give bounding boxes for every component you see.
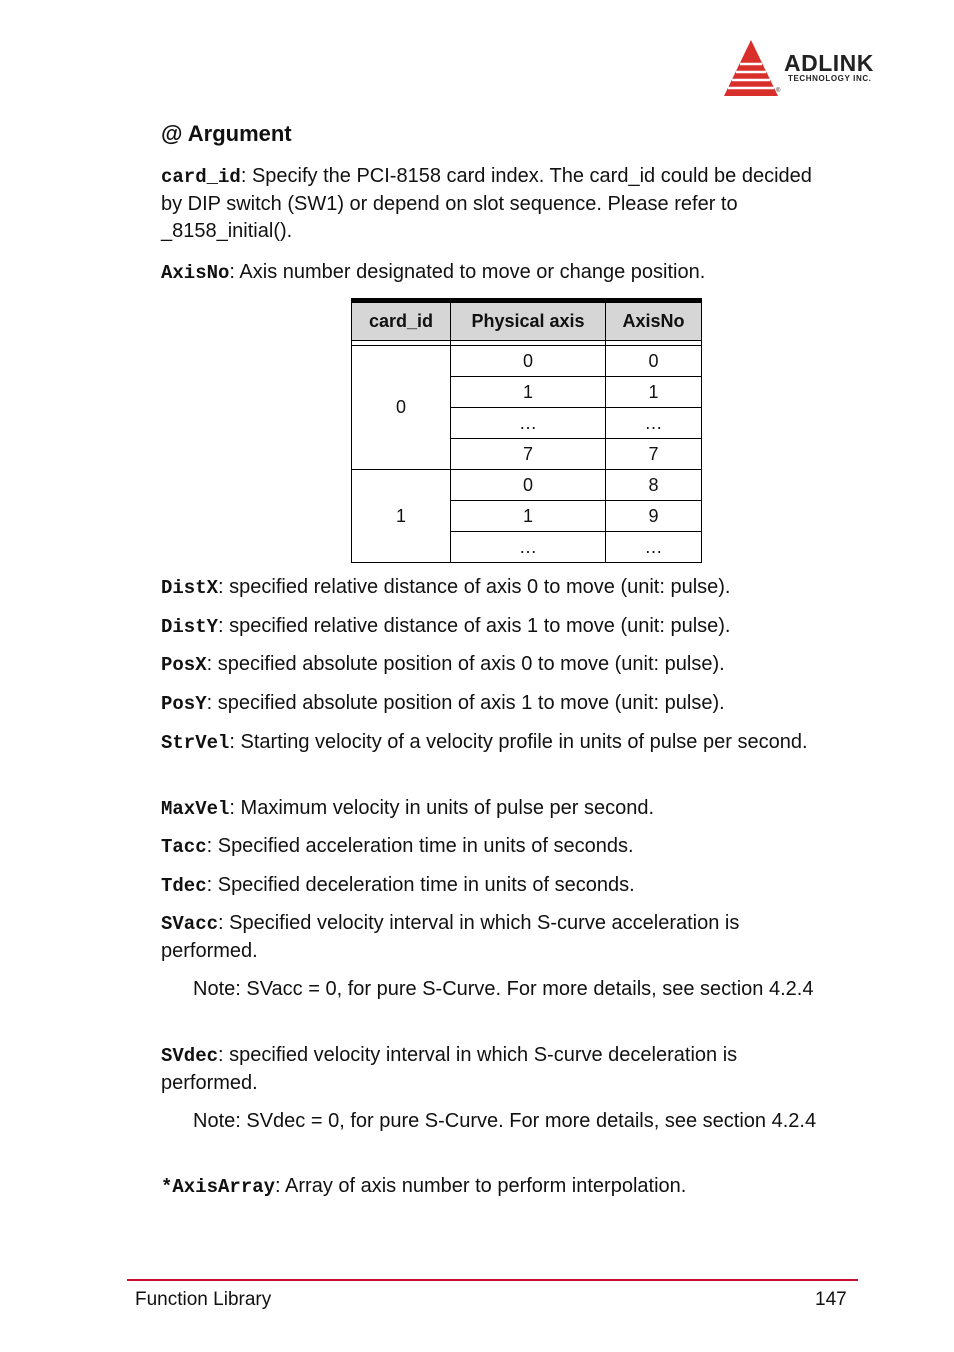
param-tdec: [161, 872, 824, 900]
param-desc: : Maximum velocity in units of pulse per second.: [229, 797, 655, 819]
param-axisno: [161, 259, 824, 287]
table-cell: …: [606, 532, 702, 563]
param-name: Tacc: [161, 836, 207, 858]
param-svacc: [161, 910, 824, 965]
param-name: *AxisArray: [161, 1176, 276, 1198]
param-desc: : specified velocity interval in which S-curve deceleration is performed.: [161, 1044, 738, 1094]
param-desc: : Array of axis number to perform interpolation.: [275, 1175, 687, 1197]
param-name: PosX: [161, 654, 207, 676]
param-name: AxisNo: [161, 262, 230, 284]
param-card-id: [161, 163, 824, 245]
table-row: [352, 346, 702, 377]
param-posy: [161, 690, 824, 718]
table-cell: 1: [451, 501, 606, 532]
table-header-row: [352, 301, 702, 341]
note-svdec: Note: SVdec = 0, for pure S-Curve. For more details, see section 4.2.4: [193, 1110, 817, 1132]
param-desc: : Specified velocity interval in which S-curve acceleration is performed.: [161, 912, 740, 962]
table-cell: 7: [606, 439, 702, 470]
param-name: Tdec: [161, 875, 207, 897]
table-cell: …: [451, 532, 606, 563]
table-cell: 1: [606, 377, 702, 408]
param-desc: : Specified acceleration time in units of seconds.: [206, 835, 634, 857]
param-svdec: [161, 1042, 824, 1097]
table-cell: 0: [451, 346, 606, 377]
table-cell: 1: [352, 470, 451, 563]
param-disty: [161, 613, 824, 641]
param-maxvel: [161, 795, 824, 823]
table-cell: …: [451, 408, 606, 439]
param-name: DistX: [161, 577, 219, 599]
param-tacc: [161, 833, 824, 861]
param-desc: : specified absolute position of axis 1 to move (unit: pulse).: [206, 692, 725, 714]
adlink-logo: [722, 38, 912, 100]
param-desc: : Axis number designated to move or change position.: [229, 261, 706, 283]
column-header: AxisNo: [606, 301, 702, 341]
table-cell: 7: [451, 439, 606, 470]
logo-registered: ®: [776, 88, 781, 94]
table-cell: 8: [606, 470, 702, 501]
table-cell: 0: [606, 346, 702, 377]
param-strvel: [161, 729, 824, 757]
table-cell: …: [606, 408, 702, 439]
table-cell: 9: [606, 501, 702, 532]
table-cell: 1: [451, 377, 606, 408]
footer-divider: [127, 1279, 858, 1281]
footer-section-name: Function Library: [135, 1289, 272, 1310]
table-row: [352, 470, 702, 501]
param-desc: : specified relative distance of axis 1 to move (unit: pulse).: [218, 615, 731, 637]
param-desc: : specified absolute position of axis 0 to move (unit: pulse).: [206, 653, 725, 675]
param-name: SVdec: [161, 1045, 219, 1067]
note-svacc: Note: SVacc = 0, for pure S-Curve. For more details, see section 4.2.4: [193, 978, 814, 1000]
param-axisarray: [161, 1173, 824, 1201]
logo-subtitle: TECHNOLOGY INC.: [788, 74, 872, 83]
table-cell: 0: [352, 346, 451, 470]
logo-name: ADLINK: [784, 50, 874, 76]
param-name: MaxVel: [161, 798, 230, 820]
param-desc: : Specify the PCI-8158 card index. The card_id could be decided by DIP switch (SW1) or depend on slot sequence. Please refer to _8158_initial().: [161, 165, 812, 242]
axis-table: [351, 298, 702, 563]
param-desc: : Starting velocity of a velocity profile in units of pulse per second.: [229, 731, 808, 753]
column-header: Physical axis: [451, 301, 606, 341]
column-header: card_id: [352, 301, 451, 341]
param-posx: [161, 651, 824, 679]
param-name: DistY: [161, 616, 219, 638]
adlink-triangle-icon: [722, 38, 780, 98]
param-name: PosY: [161, 693, 207, 715]
param-name: SVacc: [161, 913, 219, 935]
param-desc: : specified relative distance of axis 0 to move (unit: pulse).: [218, 576, 731, 598]
param-name: StrVel: [161, 732, 230, 754]
param-name: card_id: [161, 166, 241, 188]
table-cell: 0: [451, 470, 606, 501]
param-distx: [161, 574, 824, 602]
section-title: @ Argument: [161, 121, 292, 146]
param-desc: : Specified deceleration time in units of seconds.: [206, 874, 635, 896]
page-number: 147: [815, 1289, 847, 1310]
